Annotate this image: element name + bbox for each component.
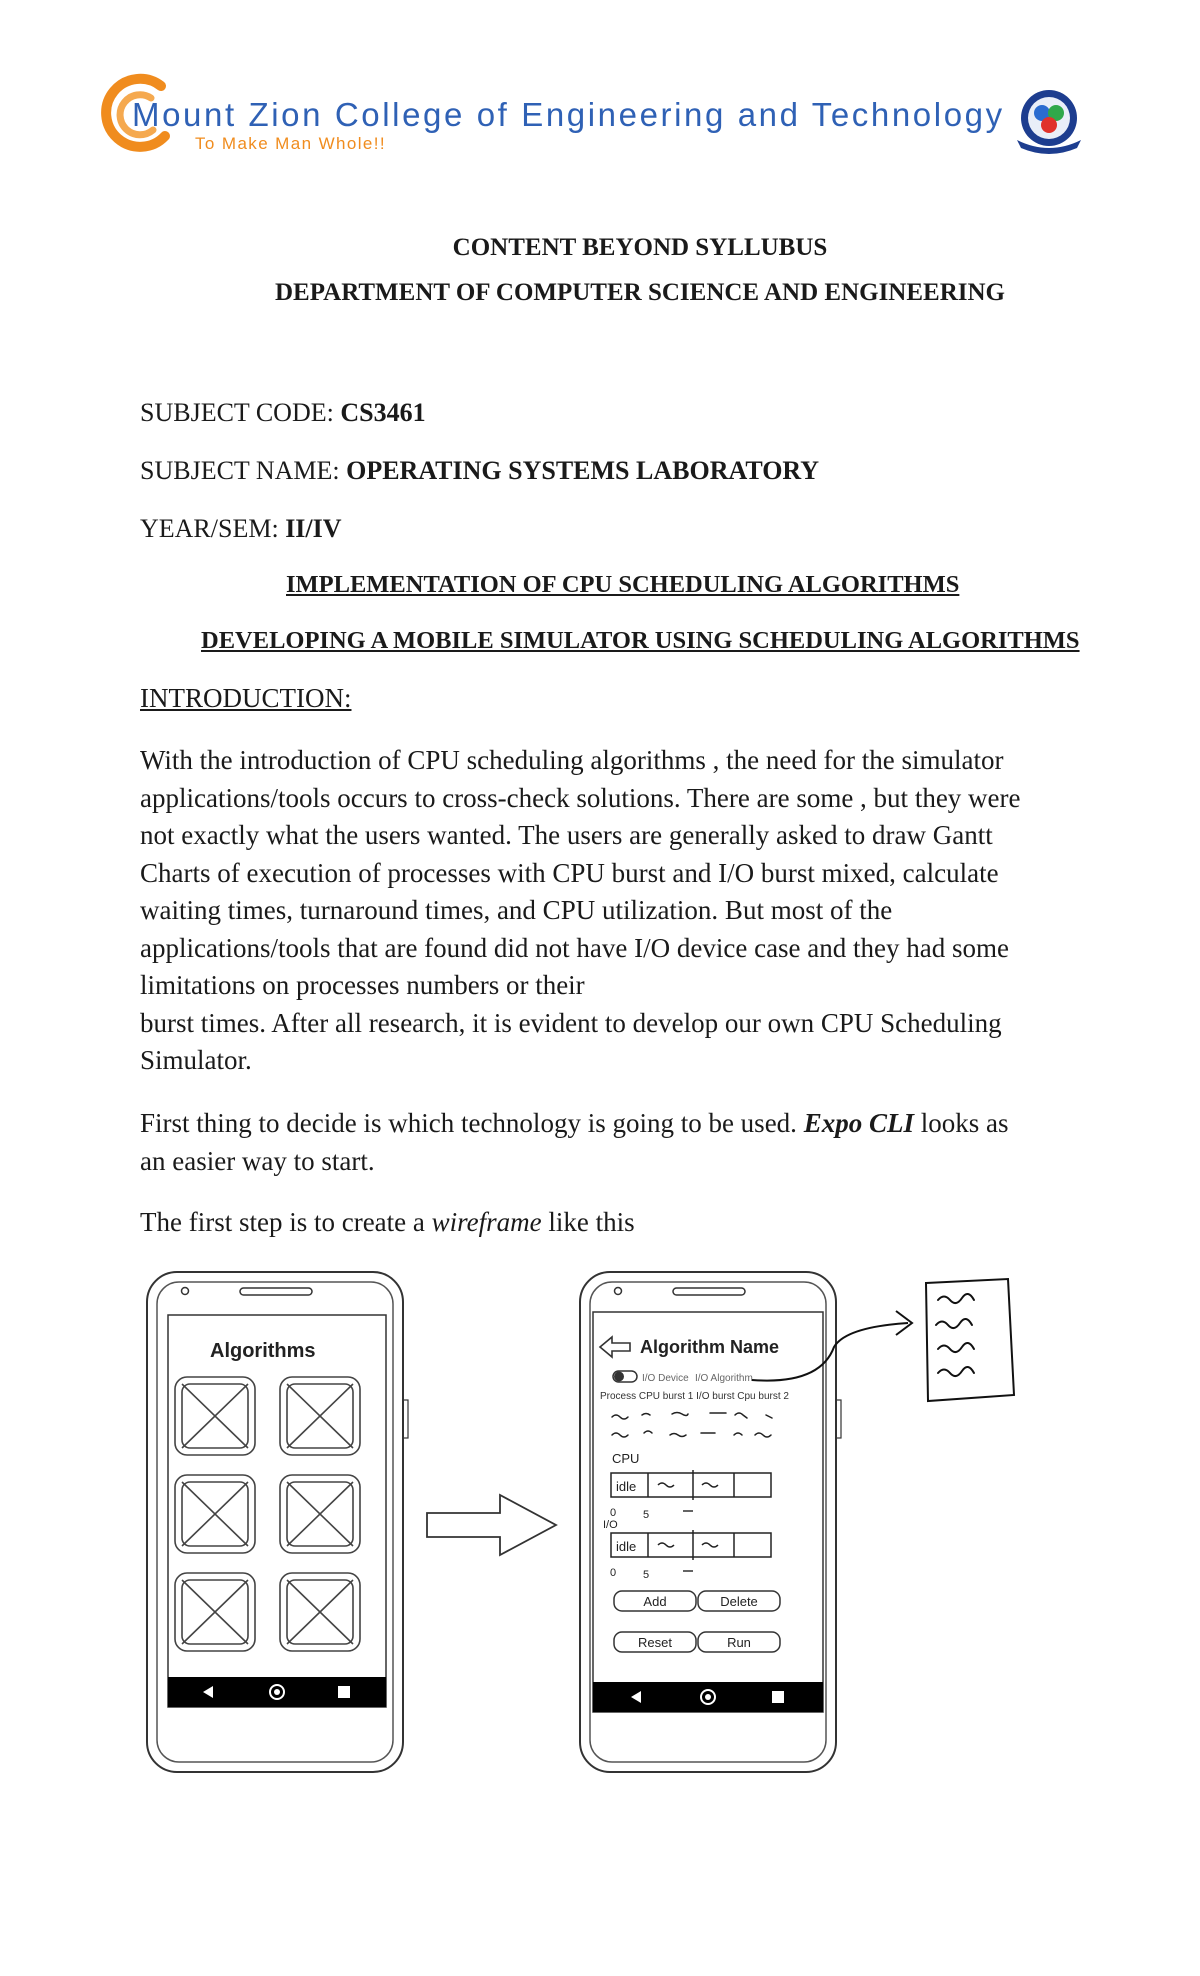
algorithm-tile[interactable] bbox=[280, 1377, 360, 1455]
subject-name-label: SUBJECT NAME: bbox=[140, 456, 347, 485]
subject-name-value: OPERATING SYSTEMS LABORATORY bbox=[346, 456, 820, 485]
phone-algorithms bbox=[147, 1272, 408, 1772]
technology-text: looks as bbox=[913, 1108, 1009, 1138]
axis-tick: 5 bbox=[643, 1509, 650, 1521]
intro-line: not exactly what the users wanted. The users are generally asked to draw Gantt bbox=[140, 820, 993, 850]
year-sem-value: II/IV bbox=[285, 514, 342, 543]
toggle-label-io-algorithm: I/O Algorithm bbox=[695, 1373, 753, 1384]
screen2-title: Algorithm Name bbox=[640, 1337, 780, 1357]
screen1-title: Algorithms bbox=[210, 1340, 316, 1362]
heading-department: DEPARTMENT OF COMPUTER SCIENCE AND ENGINEERING bbox=[275, 279, 1005, 306]
technology-text: First thing to decide is which technology is going to be used. bbox=[140, 1108, 804, 1138]
reset-button-label: Reset bbox=[638, 1635, 672, 1650]
process-scribbles bbox=[612, 1413, 772, 1438]
algorithm-tile[interactable] bbox=[175, 1573, 255, 1651]
flow-arrow bbox=[427, 1495, 556, 1555]
year-sem-label: YEAR/SEM: bbox=[140, 514, 286, 543]
io-label: I/O bbox=[603, 1519, 618, 1531]
college-emblem bbox=[1013, 86, 1085, 156]
topic-title-1: IMPLEMENTATION OF CPU SCHEDULING ALGORITHMS bbox=[286, 571, 960, 598]
wireframe-sentence bbox=[140, 1204, 1120, 1242]
intro-line: applications/tools occurs to cross-check solutions. There are some , but they were bbox=[140, 782, 1021, 813]
technology-line-2: an easier way to start. bbox=[140, 1145, 375, 1176]
wireframe-text: like this bbox=[541, 1207, 635, 1237]
speaker-icon bbox=[240, 1288, 312, 1295]
cpu-label: CPU bbox=[612, 1451, 640, 1466]
intro-line: With the introduction of CPU scheduling algorithms , the need for the simulator bbox=[140, 745, 1004, 775]
reset-button[interactable] bbox=[614, 1632, 696, 1652]
recents-nav-icon[interactable] bbox=[338, 1686, 350, 1698]
axis-tick: 0 bbox=[610, 1507, 617, 1519]
subject-code-value: CS3461 bbox=[340, 398, 426, 427]
delete-button-label: Delete bbox=[720, 1594, 758, 1609]
axis-tick: 0 bbox=[610, 1567, 617, 1579]
io-gantt-chart bbox=[611, 1530, 771, 1560]
subject-code-label: SUBJECT CODE: bbox=[140, 398, 341, 427]
algorithm-tile[interactable] bbox=[280, 1475, 360, 1553]
introduction-heading: INTRODUCTION: bbox=[140, 683, 352, 713]
year-sem bbox=[140, 514, 342, 544]
add-button[interactable] bbox=[614, 1591, 696, 1611]
phone-algorithm-detail bbox=[580, 1272, 841, 1772]
heading-content-beyond-syllabus: CONTENT BEYOND SYLLUBUS bbox=[452, 234, 828, 261]
cpu-gantt-chart bbox=[611, 1470, 771, 1500]
tagline: To Make Man Whole!! bbox=[195, 134, 386, 153]
add-button-label: Add bbox=[643, 1594, 667, 1609]
intro-line: burst times. After all research, it is evident to develop our own CPU Scheduling bbox=[140, 1007, 1002, 1038]
run-button[interactable] bbox=[698, 1632, 780, 1652]
speaker-icon bbox=[673, 1288, 745, 1295]
expo-cli-term: Expo CLI bbox=[803, 1108, 914, 1138]
subject-code bbox=[140, 398, 426, 428]
college-name: Mount Zion College of Engineering and Technology bbox=[132, 96, 1005, 133]
camera-icon bbox=[182, 1288, 189, 1295]
gantt-idle-label: idle bbox=[616, 1479, 637, 1494]
intro-line: waiting times, turnaround times, and CPU utilization. But most of the bbox=[140, 895, 893, 925]
algorithm-tile[interactable] bbox=[175, 1475, 255, 1553]
output-note-sketch bbox=[926, 1279, 1014, 1401]
algorithm-tile[interactable] bbox=[280, 1573, 360, 1651]
intro-line: Charts of execution of processes with CPU burst and I/O burst mixed, calculate bbox=[140, 857, 999, 888]
wireframe-text: The first step is to create a bbox=[140, 1207, 432, 1237]
wireframe-illustration bbox=[130, 1265, 1090, 1785]
toggle-label-io-device: I/O Device bbox=[642, 1373, 689, 1384]
wireframe-term: wireframe bbox=[431, 1207, 542, 1237]
topic-title-2: DEVELOPING A MOBILE SIMULATOR USING SCHEDULING ALGORITHMS bbox=[201, 627, 1080, 654]
delete-button[interactable] bbox=[698, 1591, 780, 1611]
intro-paragraph bbox=[140, 742, 1120, 1080]
intro-line: applications/tools that are found did not have I/O device case and they had some bbox=[140, 932, 1009, 963]
back-arrow-icon[interactable] bbox=[600, 1337, 630, 1357]
subject-name bbox=[140, 456, 819, 486]
recents-nav-icon[interactable] bbox=[772, 1691, 784, 1703]
run-button-label: Run bbox=[727, 1635, 751, 1650]
camera-icon bbox=[615, 1288, 622, 1295]
intro-line: limitations on processes numbers or their bbox=[140, 970, 585, 1000]
algorithm-tile[interactable] bbox=[175, 1377, 255, 1455]
technology-line-1 bbox=[140, 1105, 1120, 1143]
process-columns-header: Process CPU burst 1 I/O burst Cpu burst 2 bbox=[600, 1391, 789, 1402]
intro-line: Simulator. bbox=[140, 1045, 252, 1075]
axis-tick: 5 bbox=[643, 1569, 650, 1581]
technology-paragraph bbox=[140, 1105, 1120, 1180]
gantt-idle-label: idle bbox=[616, 1539, 637, 1554]
